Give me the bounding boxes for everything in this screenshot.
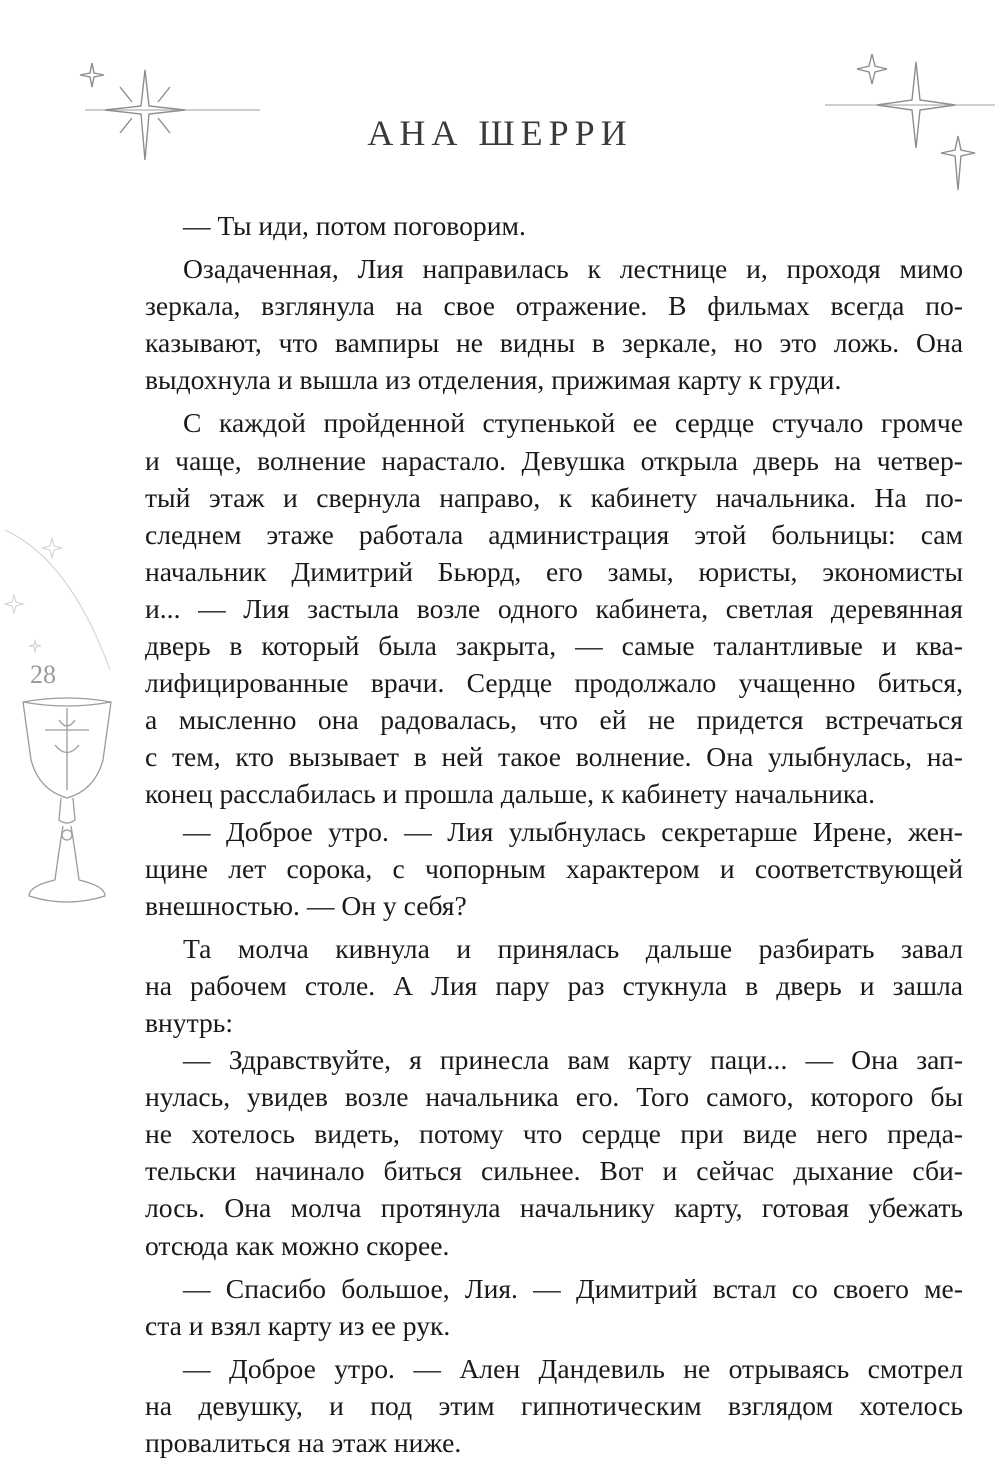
margin-decoration bbox=[0, 520, 120, 670]
text-line: нулась, увидев возле начальника его. Того самого, которого бы bbox=[145, 1081, 963, 1113]
paragraph bbox=[145, 930, 963, 1041]
text-line: выдохнула и вышла из отделения, прижимая карту к груди. bbox=[145, 364, 842, 396]
goblet-icon bbox=[15, 690, 120, 915]
text-line: лифицированные врачи. Сердце продолжало учащенно биться, bbox=[145, 667, 963, 699]
text-line: зеркала, взглянула на свое отражение. В фильмах всегда по- bbox=[145, 290, 963, 322]
text-line: Озадаченная, Лия направилась к лестнице и, проходя мимо bbox=[183, 253, 963, 285]
text-line: не хотелось видеть, потому что сердце при виде него преда- bbox=[145, 1118, 963, 1150]
text-line: а мысленно она радовалась, что ей не придется встречаться bbox=[145, 704, 963, 736]
text-line: внешностью. — Он у себя? bbox=[145, 889, 467, 921]
page-number: 28 bbox=[30, 660, 56, 689]
text-line: тый этаж и свернула направо, к кабинету начальника. На по- bbox=[145, 481, 963, 513]
text-line: С каждой пройденной ступенькой ее сердце стучало громче bbox=[183, 407, 963, 439]
text-line: тельски начинало биться сильнее. Вот и сейчас дыхание сби- bbox=[145, 1155, 963, 1187]
text-line: лось. Она молча протянула начальнику карту, готовая убежать bbox=[145, 1192, 963, 1224]
text-line: начальник Димитрий Бьюрд, его замы, юристы, экономисты bbox=[145, 555, 963, 587]
text-line: щине лет сорока, с чопорным характером и соответствующей bbox=[145, 852, 963, 884]
text-line: на девушку, и под этим гипнотическим взглядом хотелось bbox=[145, 1389, 963, 1421]
paragraph bbox=[145, 250, 963, 398]
text-line: — Доброе утро. — Лия улыбнулась секретарше Ирене, жен- bbox=[183, 815, 963, 847]
text-line: и... — Лия застыла возле одного кабинета, светлая деревянная bbox=[145, 592, 963, 624]
text-line: внутрь: bbox=[145, 1006, 234, 1038]
text-line: — Спасибо большое, Лия. — Димитрий встал со своего ме- bbox=[183, 1272, 963, 1304]
paragraph bbox=[145, 207, 963, 244]
text-line: казывают, что вампиры не видны в зеркале, но это ложь. Она bbox=[145, 327, 963, 359]
paragraph bbox=[145, 1350, 963, 1461]
text-line: отсюда как можно скорее. bbox=[145, 1229, 450, 1261]
text-line: — Доброе утро. — Ален Дандевиль не отрываясь смотрел bbox=[183, 1352, 963, 1384]
text-line: конец расслабилась и прошла дальше, к кабинету начальника. bbox=[145, 778, 876, 810]
paragraph bbox=[145, 1270, 963, 1344]
text-line: ста и взял карту из ее рук. bbox=[145, 1309, 451, 1341]
text-line: и чаще, волнение нарастало. Девушка открыла дверь на четвер- bbox=[145, 444, 963, 476]
author-header: АНА ШЕРРИ bbox=[367, 113, 633, 153]
paragraph bbox=[145, 813, 963, 924]
text-line: — Ты иди, потом поговорим. bbox=[183, 210, 526, 241]
text-line: провалиться на этаж ниже. bbox=[145, 1427, 462, 1458]
text-line: следнем этаже работала администрация этой больницы: сам bbox=[145, 518, 963, 550]
text-line: — Здравствуйте, я принесла вам карту паци... — Она зап- bbox=[183, 1044, 963, 1076]
text-line: дверь в который была закрыта, — самые талантливые и ква- bbox=[145, 630, 963, 662]
text-line: на рабочем столе. А Лия пару раз стукнула в дверь и зашла bbox=[145, 969, 963, 1001]
text-line: с тем, кто вызывает в ней такое волнение. Она улыбнулась, на- bbox=[145, 741, 963, 773]
paragraph bbox=[145, 1041, 963, 1264]
paragraph bbox=[145, 404, 963, 812]
body-text bbox=[145, 207, 963, 1461]
text-line: Та молча кивнула и принялась дальше разбирать завал bbox=[183, 932, 963, 964]
